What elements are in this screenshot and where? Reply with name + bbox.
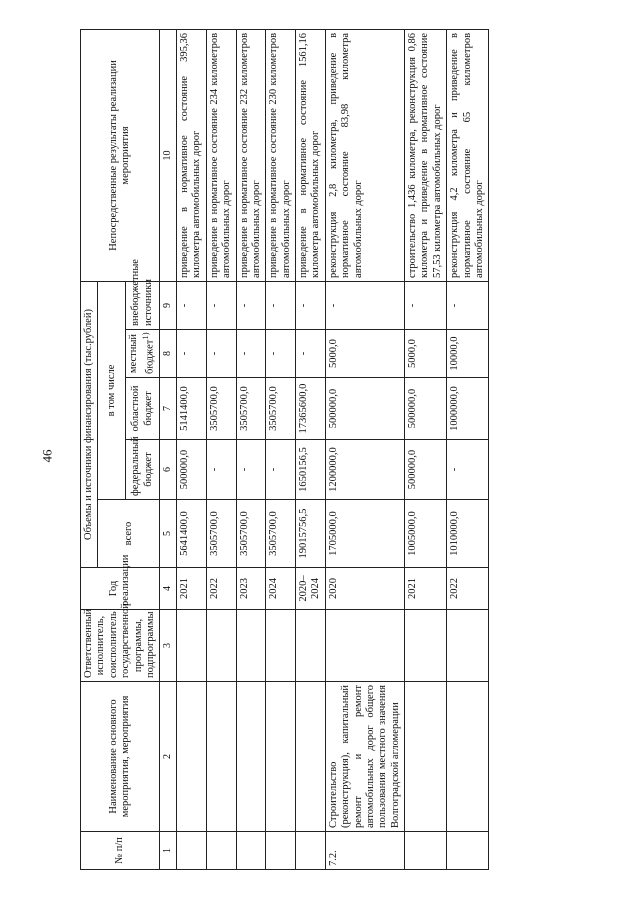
header-row-1	[81, 29, 98, 869]
row-federal: 500000,0	[177, 440, 207, 500]
row-activity-name	[206, 682, 236, 832]
column-number: 5	[160, 500, 177, 568]
row-local: -	[266, 330, 296, 378]
table-row	[325, 29, 404, 869]
row-executor	[206, 610, 236, 682]
row-federal: -	[206, 440, 236, 500]
row-regional: 500000,0	[325, 378, 404, 440]
funding-table	[80, 29, 489, 870]
row-executor	[325, 610, 404, 682]
row-activity-name	[177, 682, 207, 832]
row-year: 2022	[206, 568, 236, 610]
header-local-label: местный бюджет	[128, 333, 156, 374]
table-row	[405, 29, 447, 869]
row-executor	[447, 610, 489, 682]
header-total: всего	[98, 500, 160, 568]
row-local: -	[206, 330, 236, 378]
column-number: 6	[160, 440, 177, 500]
row-year: 2024	[266, 568, 296, 610]
row-result: приведение в нормативное состояние 1561,16 километра автомобильных дорог	[296, 29, 326, 281]
header-federal: федеральный бюджет	[126, 440, 160, 500]
row-number	[206, 832, 236, 870]
header-including: в том числе	[98, 281, 126, 499]
column-number: 7	[160, 378, 177, 440]
header-local	[126, 330, 160, 378]
row-activity-name	[296, 682, 326, 832]
row-regional: 3505700,0	[266, 378, 296, 440]
row-activity-name	[447, 682, 489, 832]
column-number: 8	[160, 330, 177, 378]
row-local: -	[177, 330, 207, 378]
row-executor	[177, 610, 207, 682]
row-federal: -	[447, 440, 489, 500]
header-local-footnote: 1)	[140, 332, 151, 340]
column-number-row	[160, 29, 177, 869]
row-result: строительство 1,436 километра, реконструкция 0,86 километра и приведение в нормативное состояние 57,53 километра автомобильных дорог	[405, 29, 447, 281]
row-federal: -	[236, 440, 266, 500]
row-number	[447, 832, 489, 870]
row-local: 5000,0	[325, 330, 404, 378]
column-number: 4	[160, 568, 177, 610]
table-row	[447, 29, 489, 869]
row-extrabudget: -	[236, 281, 266, 329]
row-number	[266, 832, 296, 870]
row-extrabudget: -	[447, 281, 489, 329]
row-number	[296, 832, 326, 870]
row-extrabudget: -	[206, 281, 236, 329]
row-extrabudget: -	[405, 281, 447, 329]
row-regional: 3505700,0	[206, 378, 236, 440]
table-row	[236, 29, 266, 869]
row-executor	[405, 610, 447, 682]
column-number: 9	[160, 281, 177, 329]
row-extrabudget: -	[325, 281, 404, 329]
row-regional: 500000,0	[405, 378, 447, 440]
row-total: 3505700,0	[266, 500, 296, 568]
row-total: 1010000,0	[447, 500, 489, 568]
row-number	[236, 832, 266, 870]
row-result: приведение в нормативное состояние 232 километров автомобильных дорог	[236, 29, 266, 281]
row-result: приведение в нормативное состояние 234 километров автомобильных дорог	[206, 29, 236, 281]
header-no: № п/п	[81, 832, 160, 870]
table-row	[206, 29, 236, 869]
row-result: реконструкция 4,2 километра и приведение в нормативное состояние 65 километров автомобильных дорог	[447, 29, 489, 281]
rotated-page	[80, 30, 620, 870]
row-extrabudget: -	[296, 281, 326, 329]
table-row	[266, 29, 296, 869]
table-body	[177, 29, 489, 869]
row-local: -	[296, 330, 326, 378]
header-regional: областной бюджет	[126, 378, 160, 440]
header-funding: Объемы и источники финансирования (тыс.рублей)	[81, 281, 98, 567]
row-year: 2022	[447, 568, 489, 610]
header-extrabudget: внебюджетные источники	[126, 281, 160, 329]
row-executor	[236, 610, 266, 682]
row-number	[405, 832, 447, 870]
header-executor: Ответственный исполнитель, соисполнитель государственной программы, подпрограммы	[81, 610, 160, 682]
row-regional: 1000000,0	[447, 378, 489, 440]
row-executor	[296, 610, 326, 682]
column-number: 1	[160, 832, 177, 870]
row-year: 2023	[236, 568, 266, 610]
row-number	[177, 832, 207, 870]
row-total: 3505700,0	[206, 500, 236, 568]
row-year: 2021	[405, 568, 447, 610]
row-federal: 500000,0	[405, 440, 447, 500]
row-number: 7.2.	[325, 832, 404, 870]
row-result: приведение в нормативное состояние 395,36 километра автомобильных дорог	[177, 29, 207, 281]
row-local: -	[236, 330, 266, 378]
row-local: 10000,0	[447, 330, 489, 378]
row-activity-name	[236, 682, 266, 832]
row-result: реконструкция 2,8 километра, приведение в нормативное состояние 83,98 километра автомобильных дорог	[325, 29, 404, 281]
row-extrabudget: -	[177, 281, 207, 329]
row-total: 5641400,0	[177, 500, 207, 568]
row-total: 1005000,0	[405, 500, 447, 568]
table-row	[177, 29, 207, 869]
header-results: Непосредственные результаты реализации мероприятия	[81, 29, 160, 281]
row-activity-name	[405, 682, 447, 832]
row-extrabudget: -	[266, 281, 296, 329]
row-year: 2020–2024	[296, 568, 326, 610]
column-number: 10	[160, 29, 177, 281]
row-total: 1705000,0	[325, 500, 404, 568]
header-name: Наименование основного мероприятия, мероприятия	[81, 682, 160, 832]
table-row	[296, 29, 326, 869]
row-year: 2021	[177, 568, 207, 610]
header-year: Год реализации	[81, 568, 160, 610]
row-activity-name: Строительство (реконструкция), капитальный ремонт и ремонт автомобильных дорог общего пользования местного значения Волгоградской агломерации	[325, 682, 404, 832]
row-activity-name	[266, 682, 296, 832]
row-regional: 5141400,0	[177, 378, 207, 440]
row-executor	[266, 610, 296, 682]
row-federal: 1650156,5	[296, 440, 326, 500]
column-number: 2	[160, 682, 177, 832]
column-number: 3	[160, 610, 177, 682]
row-federal: -	[266, 440, 296, 500]
page-number: 46	[39, 449, 55, 463]
row-result: приведение в нормативное состояние 230 километров автомобильных дорог	[266, 29, 296, 281]
row-total: 3505700,0	[236, 500, 266, 568]
row-local: 5000,0	[405, 330, 447, 378]
row-regional: 3505700,0	[236, 378, 266, 440]
row-total: 19015756,5	[296, 500, 326, 568]
row-federal: 1200000,0	[325, 440, 404, 500]
row-regional: 17365600,0	[296, 378, 326, 440]
row-year: 2020	[325, 568, 404, 610]
